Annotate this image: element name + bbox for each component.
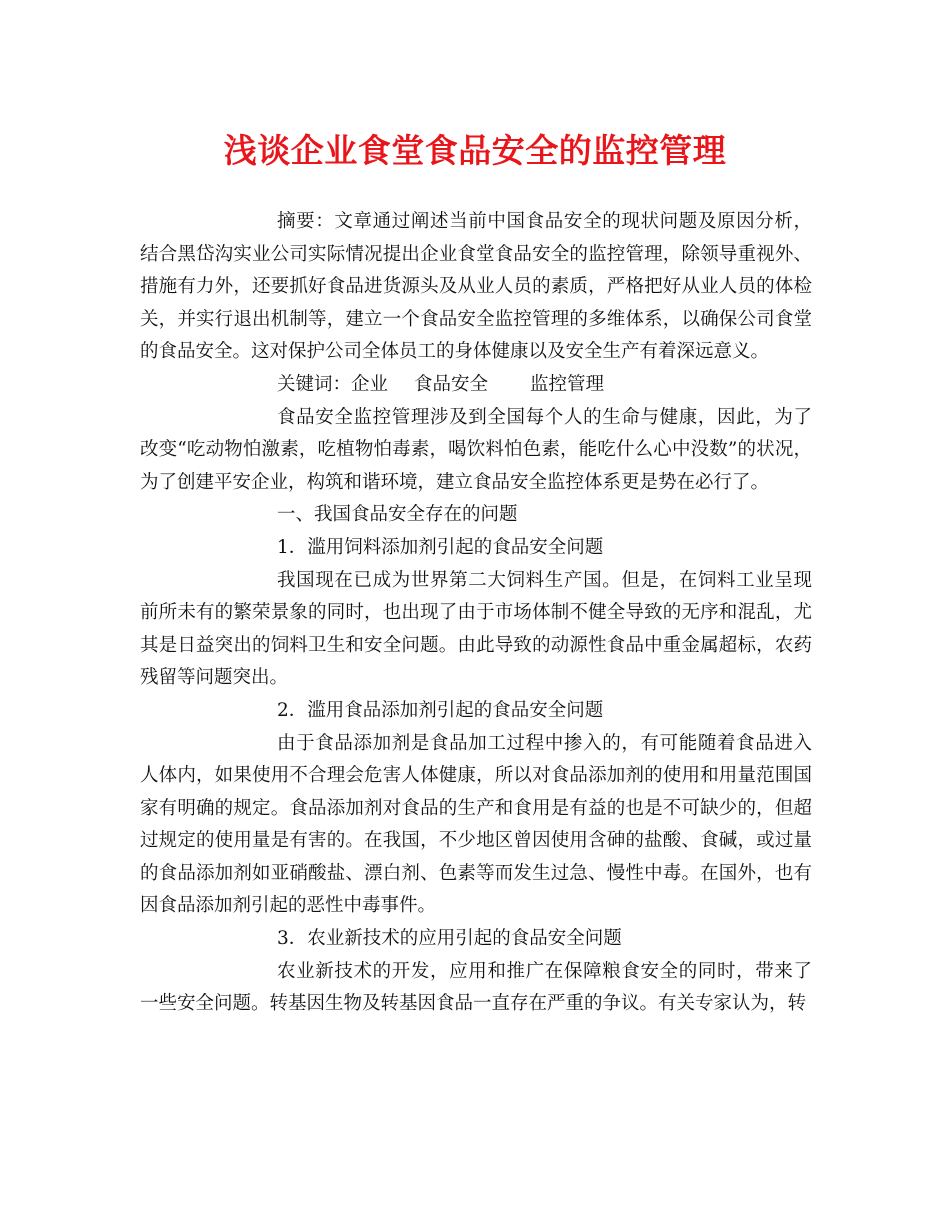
body-paragraph: 我国现在已成为世界第二大饲料生产国。但是，在饲料工业呈现前所未有的繁荣景象的同时，也出现了由于市场体制不健全导致的无序和混乱，尤其是日益突出的饲料卫生和安全问题。由此导致的动源性食品中重金属超标，农药残留等问题突出。 — [140, 569, 812, 689]
abstract-paragraph: 摘要：文章通过阐述当前中国食品安全的现状问题及原因分析，结合黑岱沟实业公司实际情况提出企业食堂食品安全的监控管理，除领导重视外、措施有力外，还要抓好食品进货源头及从业人员的素质，严格把好从业人员的体检关，并实行退出机制等，建立一个食品安全监控管理的多维体系，以确保公司食堂的食品安全。这对保护公司全体员工的身体健康以及安全生产有着深远意义。 — [140, 211, 812, 363]
keyword-item: 监控管理 — [530, 373, 605, 395]
document-title: 浅谈企业食堂食品安全的监控管理 — [223, 131, 727, 170]
section-heading: 一、我国食品安全存在的问题 — [277, 504, 518, 526]
document-body — [140, 206, 812, 1021]
subsection-heading: 1．滥用饲料添加剂引起的食品安全问题 — [277, 536, 604, 558]
keywords-label: 关键词： — [277, 373, 352, 395]
keyword-item: 食品安全 — [414, 373, 489, 395]
keyword-item: 企业 — [351, 373, 389, 395]
keywords-line — [140, 369, 812, 402]
subsection-heading: 2．滥用食品添加剂引起的食品安全问题 — [277, 699, 604, 721]
body-paragraph: 农业新技术的开发，应用和推广在保障粮食安全的同时，带来了一些安全问题。转基因生物及转基因食品一直存在严重的争议。有关专家认为，转 — [140, 960, 812, 1015]
subsection-heading: 3．农业新技术的应用引起的食品安全问题 — [277, 928, 622, 950]
intro-paragraph: 食品安全监控管理涉及到全国每个人的生命与健康，因此，为了改变“吃动物怕激素，吃植物怕毒素，喝饮料怕色素，能吃什么心中没数”的状况，为了创建平安企业，构筑和谐环境，建立食品安全监控体系更是势在必行了。 — [140, 406, 812, 493]
body-paragraph: 由于食品添加剂是食品加工过程中掺入的，有可能随着食品进入人体内，如果使用不合理会危害人体健康，所以对食品添加剂的使用和用量范围国家有明确的规定。食品添加剂对食品的生产和食用是有益的也是不可缺少的，但超过规定的使用量是有害的。在我国，不少地区曾因使用含砷的盐酸、食碱，或过量的食品添加剂如亚硝酸盐、漂白剂、色素等而发生过急、慢性中毒。在国外，也有因食品添加剂引起的恶性中毒事件。 — [140, 732, 812, 917]
